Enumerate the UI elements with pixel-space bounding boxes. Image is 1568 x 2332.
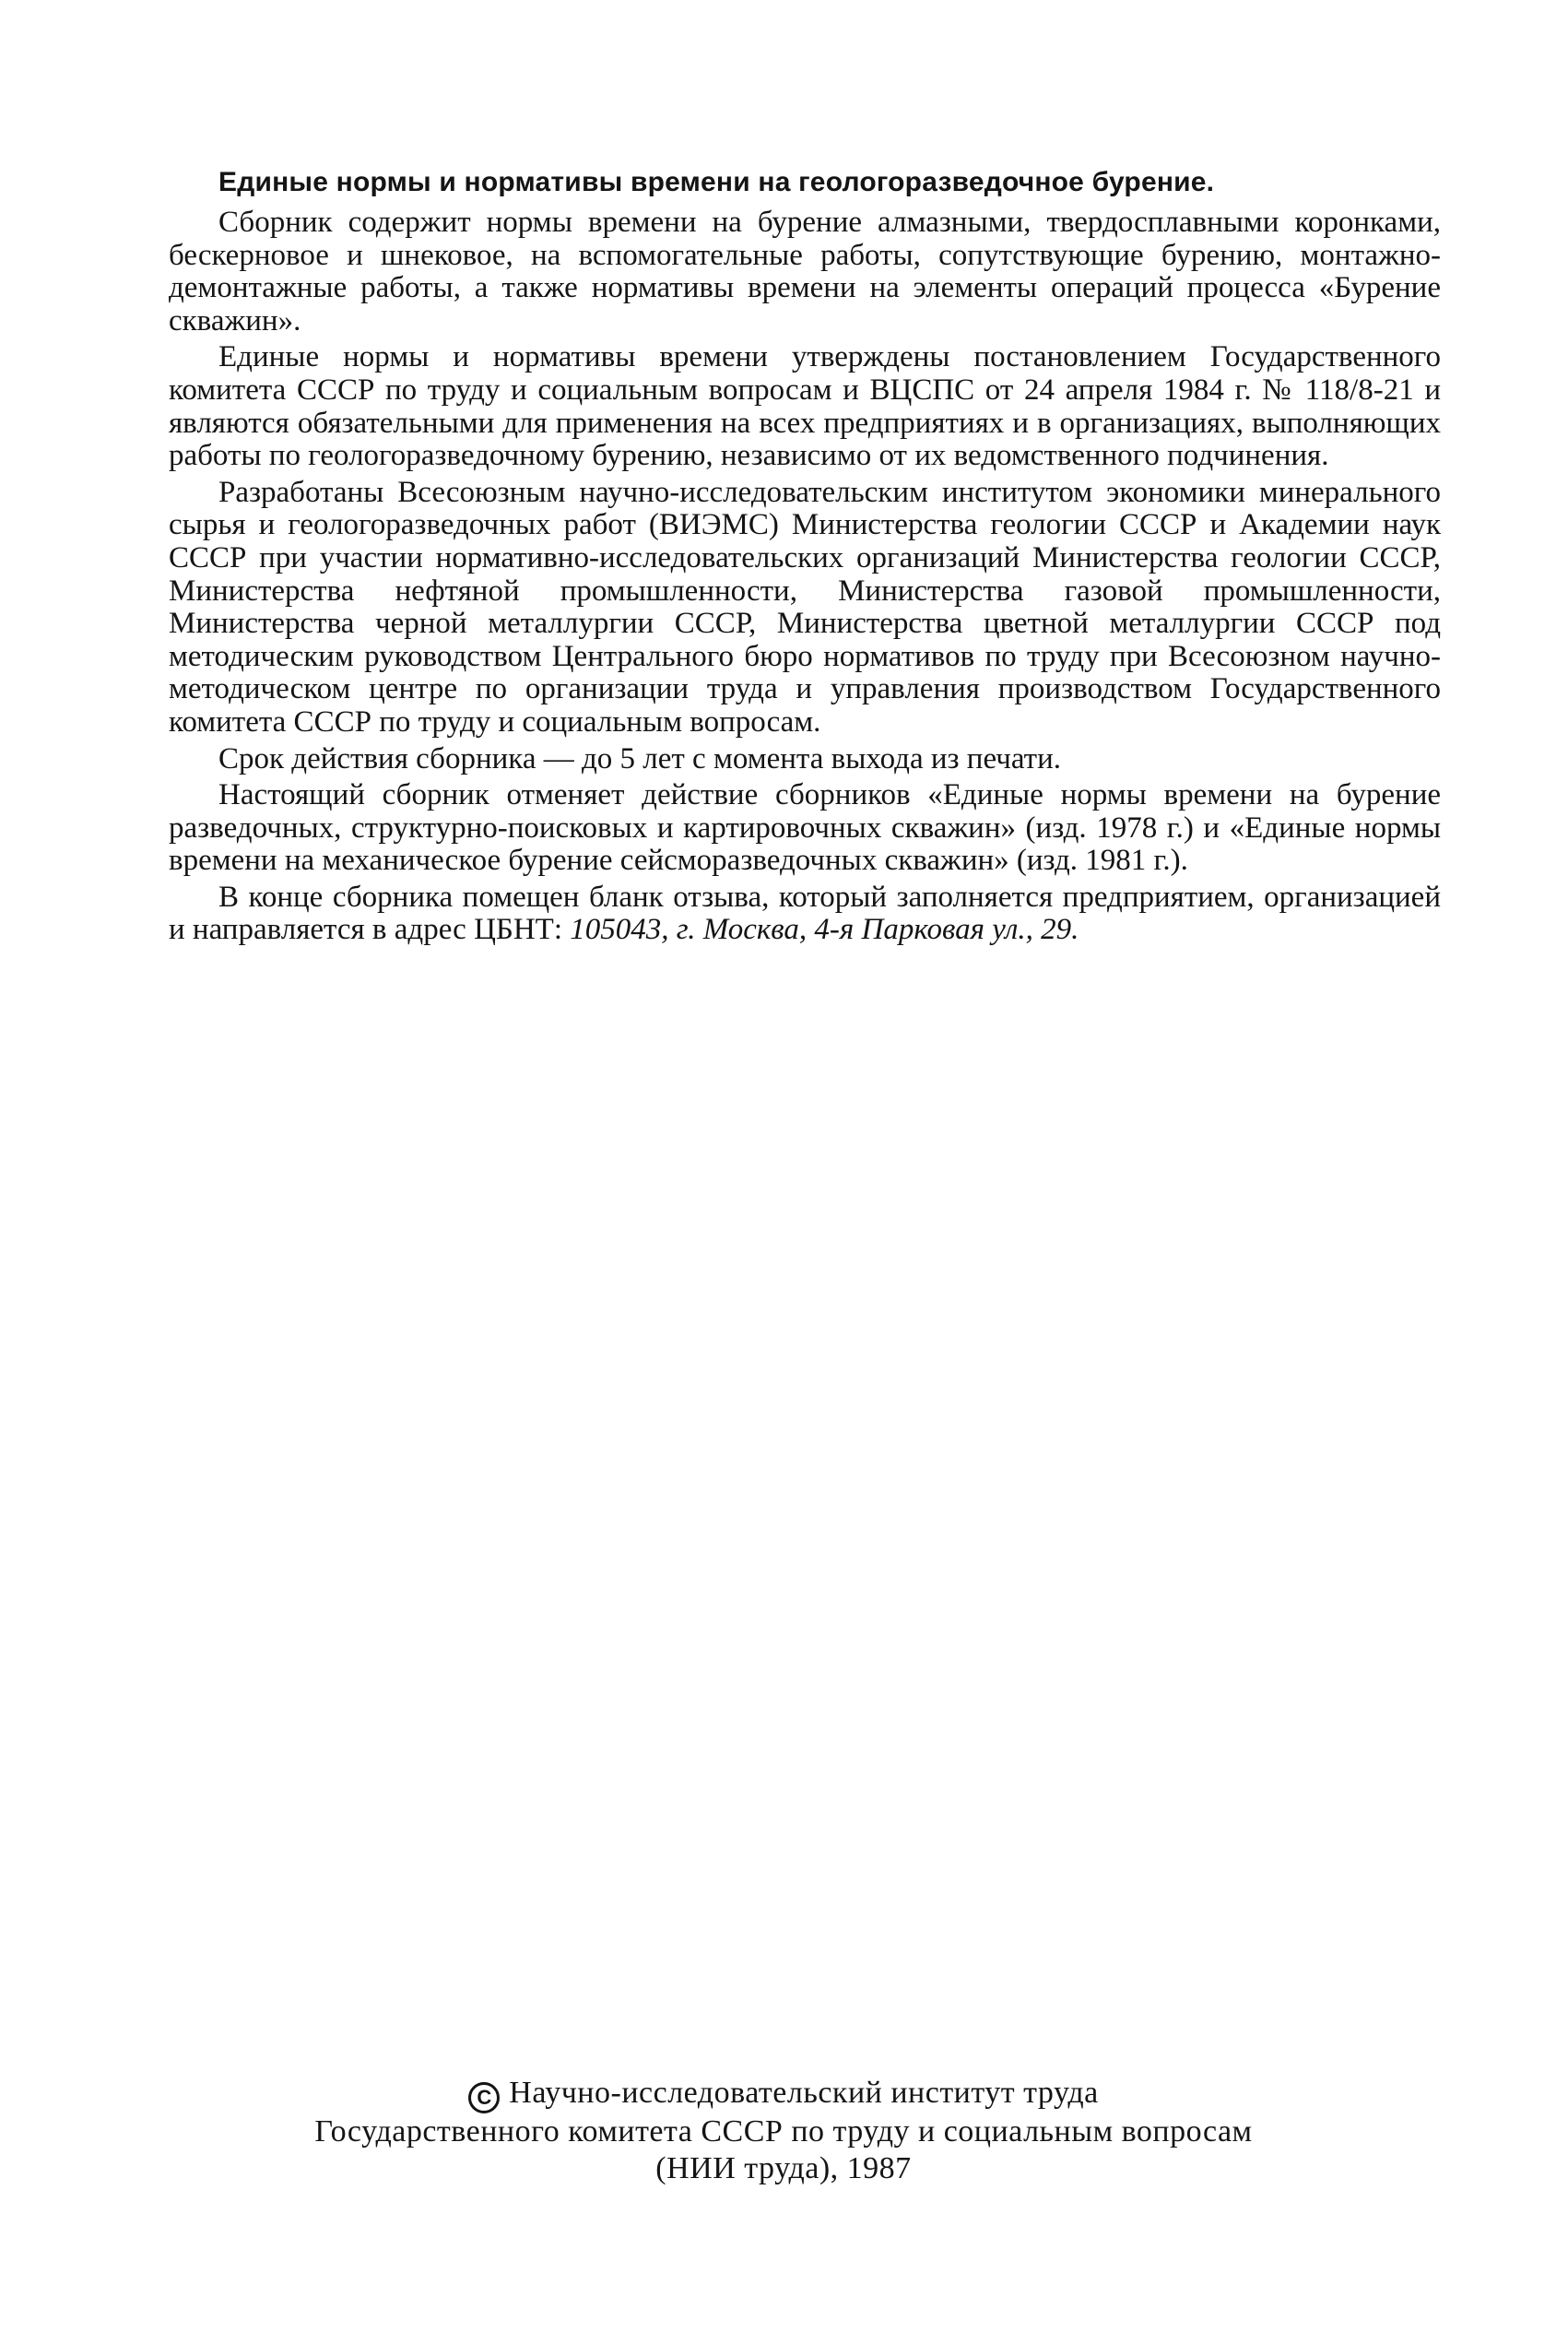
paragraph-validity: Срок действия сборника — до 5 лет с момента выхода из печати. <box>218 741 1061 775</box>
paragraph-approval: Единые нормы и нормативы времени утверждены постановлением Государственного комитета СССР по труду и социальным вопросам и ВЦСПС от 24 апреля 1984 г. № 118/8-21 и являются обязательными для применения на всех предприятиях и в организациях, выполняющих работы по геологоразведочному бурению, независимо от их ведомственного подчинения. <box>169 340 1441 473</box>
copyright-line-3: (НИИ труда), 1987 <box>655 2151 912 2185</box>
feedback-text: В конце сборника помещен бланк отзыва, который заполняется предприятием, организацией и направляется в адрес ЦБНТ: <box>169 880 1441 947</box>
copyright-icon: C <box>468 2082 500 2113</box>
copyright-line-2: Государственного комитета СССР по труду и социальным вопросам <box>314 2114 1253 2149</box>
copyright-institute: Научно-исследовательский институт труда <box>509 2076 1099 2110</box>
document-title: Единые нормы и нормативы времени на геологоразведочное бурение. <box>218 167 1215 197</box>
paragraph-contents: Сборник содержит нормы времени на бурение алмазными, твердосплавными коронками, бескерновое и шнековое, на вспомогательные работы, сопутствующие бурению, монтажно-демонтажные работы, а также нормативы времени на элементы операций процесса «Бурение скважин». <box>169 206 1441 337</box>
feedback-address: 105043, г. Москва, 4-я Парковая ул., 29. <box>570 913 1079 947</box>
main-text-block <box>169 166 1441 951</box>
paragraph-supersedes: Настоящий сборник отменяет действие сборников «Единые нормы времени на бурение разведочных, структурно-поисковых и картировочных скважин» (изд. 1978 г.) и «Единые нормы времени на механическое бурение сейсморазведочных скважин» (изд. 1981 г.). <box>169 778 1441 878</box>
copyright-block <box>138 2075 1429 2187</box>
paragraph-feedback <box>169 882 1441 947</box>
paragraph-developers: Разработаны Всесоюзным научно-исследовательским институтом экономики минерального сырья и геологоразведочных работ (ВИЭМС) Министерства геологии СССР и Академии наук СССР при участии нормативно-исследовательских организаций Министерства геологии СССР, Министерства нефтяной промышленности, Министерства газовой промышленности, Министерства черной металлургии СССР, Министерства цветной металлургии СССР под методическим руководством Центрального бюро нормативов по труду при Всесоюзном научно-методическом центре по организации труда и управления производством Государственного комитета СССР по труду и социальным вопросам. <box>169 475 1441 739</box>
copyright-line-1 <box>138 2075 1429 2113</box>
